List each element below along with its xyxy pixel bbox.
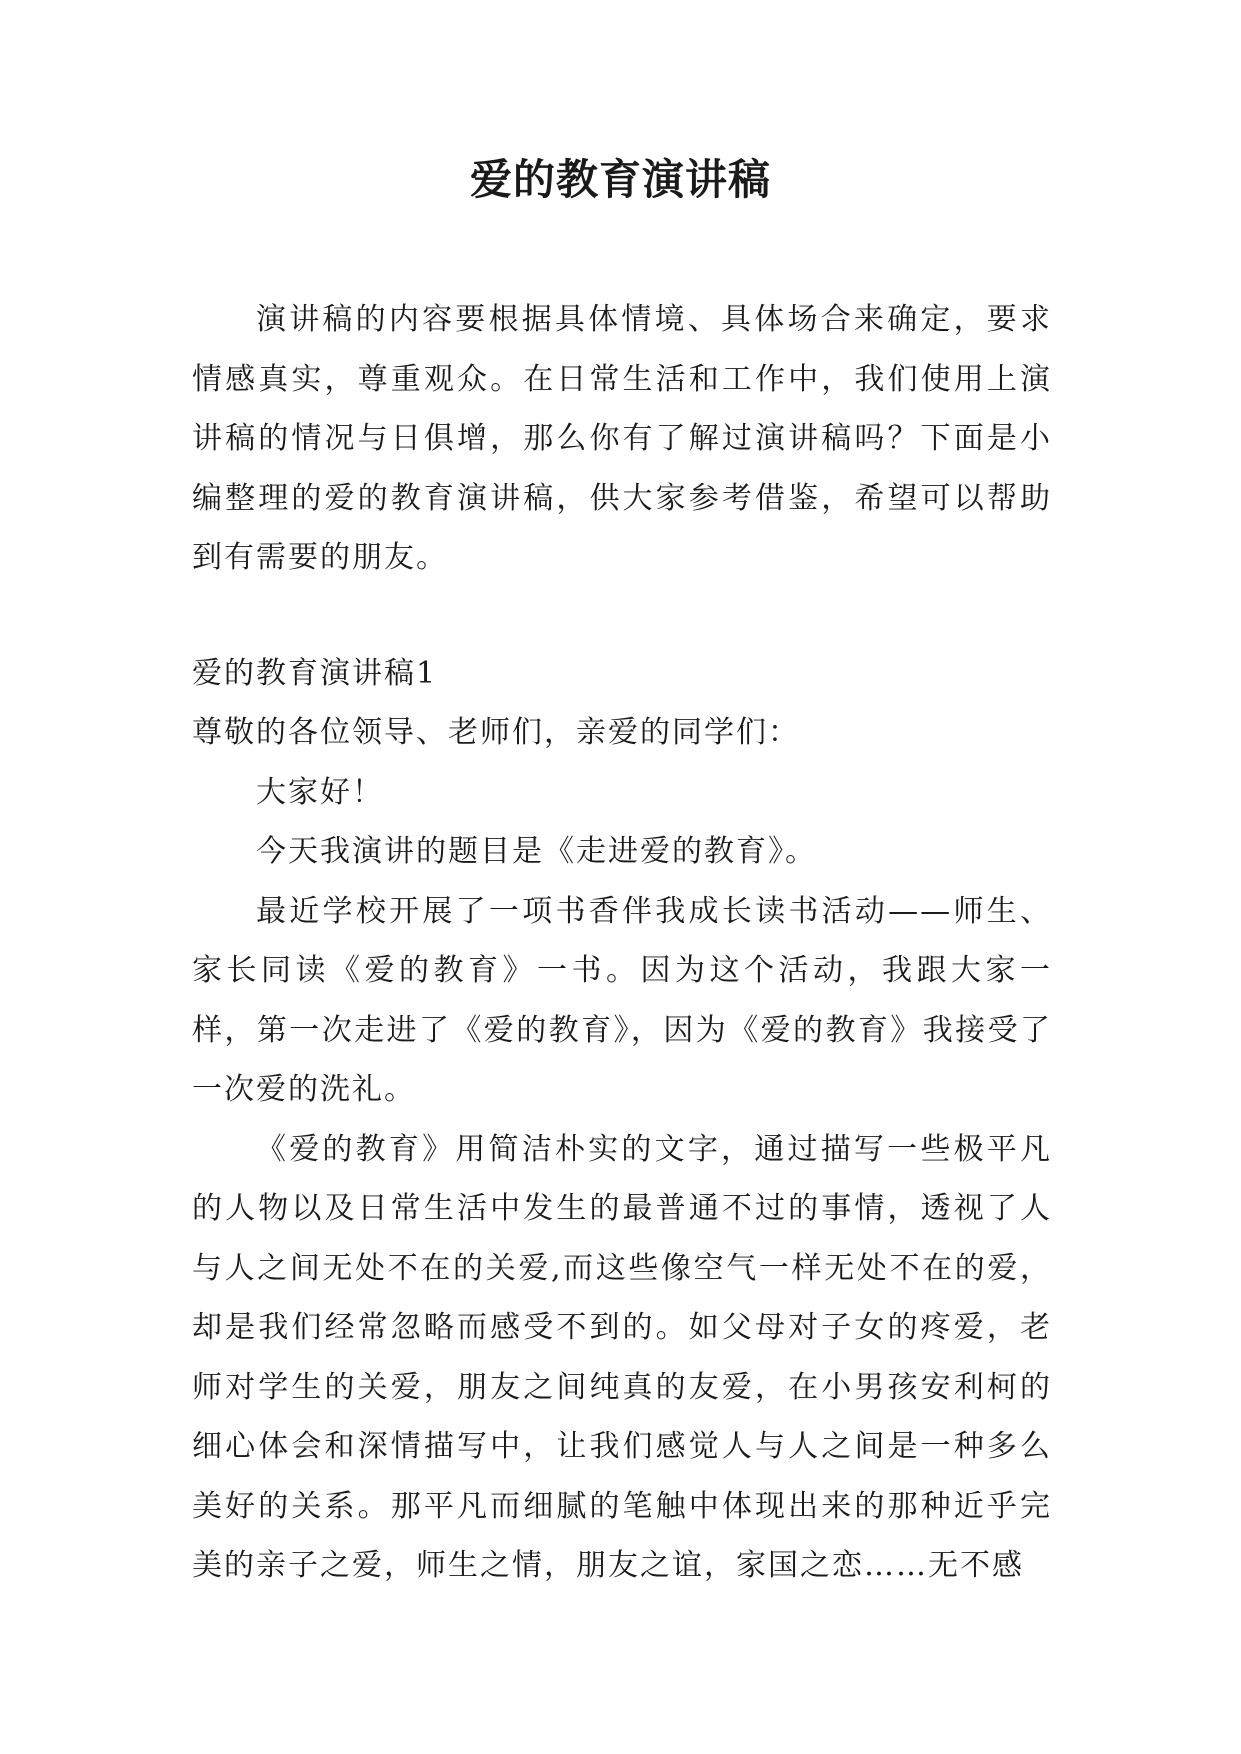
intro-paragraph: 演讲稿的内容要根据具体情境、具体场合来确定，要求情感真实，尊重观众。在日常生活和工作中，我们使用上演讲稿的情况与日俱增，那么你有了解过演讲稿吗？下面是小编整理的爱的教育演讲稿，供大家参考借鉴，希望可以帮助到有需要的朋友。 <box>192 302 1052 575</box>
document-title: 爱的教育演讲稿 <box>469 155 771 204</box>
salutation: 尊敬的各位领导、老师们，亲爱的同学们： <box>192 715 800 750</box>
section-heading: 爱的教育演讲稿1 <box>192 655 438 691</box>
greeting: 大家好！ <box>256 774 384 810</box>
speech-topic: 今天我演讲的题目是《走进爱的教育》。 <box>256 834 817 869</box>
body-paragraph-1: 最近学校开展了一项书香伴我成长读书活动——师生、家长同读《爱的教育》一书。因为这个活动，我跟大家一样，第一次走进了《爱的教育》，因为《爱的教育》我接受了一次爱的洗礼。 <box>192 893 1052 1107</box>
body-paragraph-2: 《爱的教育》用简洁朴实的文字，通过描写一些极平凡的人物以及日常生活中发生的最普通不过的事情，透视了人与人之间无处不在的关爱,而这些像空气一样无处不在的爱，却是我们经常忽略而感受不到的。如父母对子女的疼爱，老师对学生的关爱，朋友之间纯真的友爱，在小男孩安利柯的细心体会和深情描写中，让我们感觉人与人之间是一种多么美好的关系。那平凡而细腻的笔触中体现出来的那种近乎完美的亲子之爱，师生之情，朋友之谊，家国之恋……无不感 <box>192 1131 1052 1583</box>
document-body <box>192 290 1052 1596</box>
